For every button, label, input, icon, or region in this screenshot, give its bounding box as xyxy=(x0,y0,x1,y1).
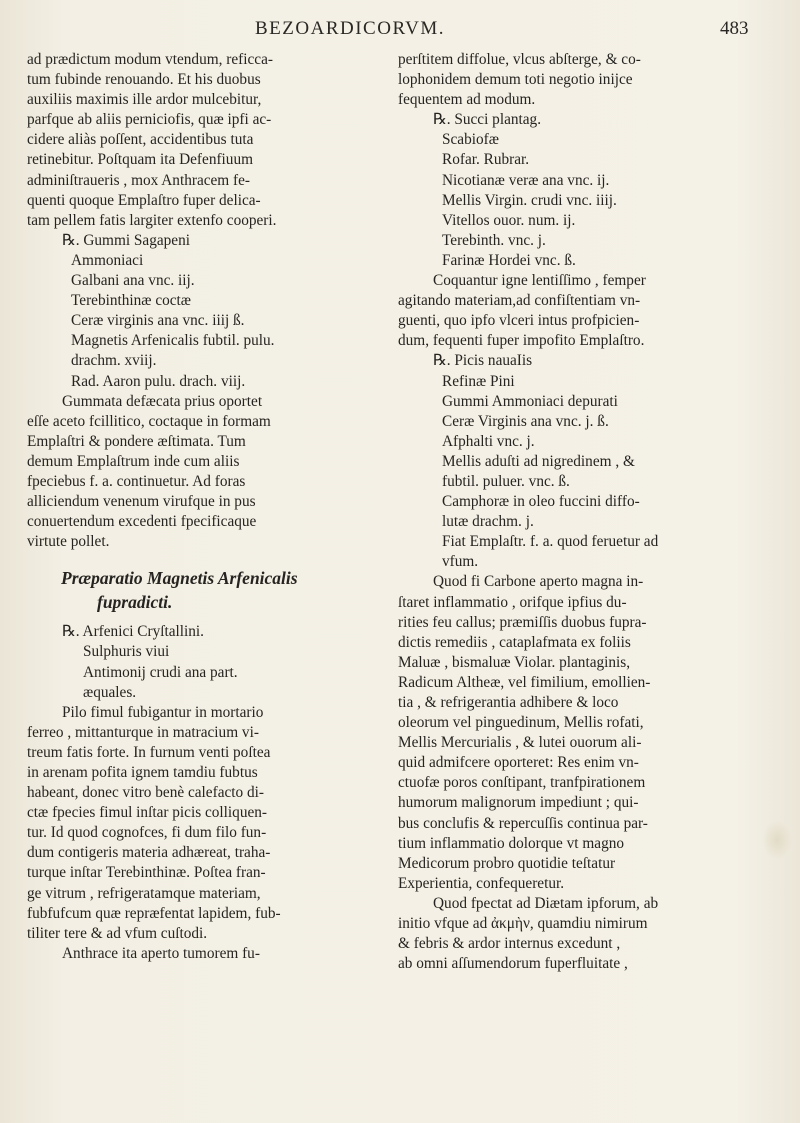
recipe-line: ℞. Arfenici Cryſtallini. xyxy=(62,623,205,641)
recipe-line: drachm. xviij. xyxy=(71,352,157,370)
paragraph xyxy=(398,50,756,110)
recipe-line: Ceræ virginis ana vnc. iiij ß. xyxy=(71,312,245,330)
recipe-line: Vitellos ouor. num. ij. xyxy=(442,211,576,229)
text-line: fubfufcum quæ repræfentat lapidem, fub- xyxy=(27,904,281,922)
recipe-line: Ammoniaci xyxy=(71,251,144,269)
text-line: Maluæ , bismaluæ Violar. plantaginis, xyxy=(398,653,631,671)
recipe-line: Ceræ Virginis ana vnc. j. ß. xyxy=(442,412,609,430)
recipe-line: Antimonij crudi ana part. xyxy=(83,663,238,681)
text-line: Coquantur igne lentiſſimo , femper xyxy=(433,272,646,290)
text-line: conuertendum excedenti fpecificaque xyxy=(27,513,257,531)
text-line: eſſe aceto fcillitico, coctaque in formam xyxy=(27,412,271,430)
text-line: tiliter tere & ad vfum cuſtodi. xyxy=(27,924,208,942)
recipe-line: Mellis Virgin. crudi vnc. iiij. xyxy=(442,191,617,209)
text-line: cidere aliàs poſſent, accidentibus tuta xyxy=(27,131,254,149)
text-line: tum fubinde renouando. Et his duobus xyxy=(27,71,261,89)
text-line: tur. Id quod cognofces, fi dum filo fun- xyxy=(27,824,267,842)
text-line: rities feu callus; præmiſſis duobus fupra- xyxy=(398,613,647,631)
text-line: tia , & refrigerantia adhibere & loco xyxy=(398,694,619,711)
paragraph xyxy=(398,271,756,351)
recipe-line: Rofar. Rubrar. xyxy=(442,151,530,169)
recipe-list xyxy=(27,622,355,702)
text-line: retinebitur. Poſtquam ita Defenfiuum xyxy=(27,151,254,169)
text-line: parfque ab aliis perniciofis, quæ ipfi ac- xyxy=(27,111,272,129)
left-column xyxy=(27,50,355,964)
recipe-line: Fiat Emplaſtr. f. a. quod feruetur ad xyxy=(442,533,659,551)
section-heading: Præparatio Magnetis Arfenicalis xyxy=(61,568,298,589)
text-line: Gummata defæcata prius oportet xyxy=(62,392,263,410)
paragraph xyxy=(398,572,756,974)
recipe-line: Galbani ana vnc. iij. xyxy=(71,272,195,290)
text-line: lophonidem demum toti negotio inijce xyxy=(398,71,633,89)
text-line: Mellis Mercurialis , & lutei ouorum ali- xyxy=(398,734,642,752)
text-line: dum, fequenti fuper impofito Emplaſtro. xyxy=(398,332,645,350)
text-line: oleorum vel pinguedinum, Mellis rofati, xyxy=(398,714,644,732)
recipe-list xyxy=(398,351,756,572)
text-line: agitando materiam,ad confiſtentiam vn- xyxy=(398,292,641,310)
paragraph xyxy=(27,392,355,553)
text-line: Emplaſtri & pondere æſtimata. Tum xyxy=(27,432,246,450)
text-line: fpeciebus f. a. continuetur. Ad foras xyxy=(27,472,246,490)
text-line: ctæ fpecies fimul inſtar picis colliquen- xyxy=(27,804,268,822)
text-line: fequentem ad modum. xyxy=(398,91,536,109)
recipe-line: ℞. Gummi Sagapeni xyxy=(62,231,190,249)
text-line: & febris & ardor internus excedunt , xyxy=(398,935,621,953)
text-line: ge vitrum , refrigeratamque materiam, xyxy=(27,884,261,902)
text-line: Quod fpectat ad Diætam ipforum, ab xyxy=(433,894,659,912)
paragraph xyxy=(27,703,355,964)
recipe-line: Camphoræ in oleo fuccini diffo- xyxy=(442,493,640,511)
running-head: BEZOARDICORVM. xyxy=(255,18,445,39)
text-line: dictis remediis , cataplafmata ex foliis xyxy=(398,633,631,651)
text-line: quid admifcere oporteret: Res enim vn- xyxy=(398,754,639,772)
recipe-line: Rad. Aaron pulu. drach. viij. xyxy=(71,372,246,390)
text-line: quenti quoque Emplaſtro fuper delica- xyxy=(27,191,261,209)
text-line: ctuofæ poros conſtipant, tranfpirationem xyxy=(398,774,646,792)
recipe-line: Farinæ Hordei vnc. ß. xyxy=(442,251,576,269)
text-line: auxiliis maximis ille ardor mulcebitur, xyxy=(27,91,262,109)
text-line: tam pellem fatis largiter extenfo cooperi. xyxy=(27,211,277,229)
text-line: virtute pollet. xyxy=(27,533,110,551)
text-line: initio vfque ad ἀκμὴν, quamdiu nimirum xyxy=(398,915,648,933)
text-line: ferreo , mittanturque in matracium vi- xyxy=(27,723,259,741)
text-line: alliciendum venenum virufque in pus xyxy=(27,493,256,511)
text-line: ſtaret inflammatio , orifque ipfius du- xyxy=(398,593,627,611)
section-heading-cont: fupradicti. xyxy=(97,592,173,613)
page-number: 483 xyxy=(720,18,749,39)
recipe-line: Gummi Ammoniaci depurati xyxy=(442,392,618,410)
text-line: guenti, quo ipfo vlceri intus profpicien- xyxy=(398,312,640,330)
text-line: demum Emplaſtrum inde cum aliis xyxy=(27,452,240,470)
recipe-line: Nicotianæ veræ ana vnc. ij. xyxy=(442,171,610,189)
recipe-line: lutæ drachm. j. xyxy=(442,513,534,531)
text-line: ad prædictum modum vtendum, reficca- xyxy=(27,51,273,68)
recipe-line: æquales. xyxy=(83,683,137,701)
text-line: Quod fi Carbone aperto magna in- xyxy=(433,573,644,591)
recipe-line: ℞. Picis nauaIis xyxy=(433,352,533,370)
text-line: ab omni aſſumendorum fuperfluitate , xyxy=(398,955,628,973)
paper-stain xyxy=(762,820,792,860)
recipe-list xyxy=(27,231,355,392)
text-line: Medicorum probro quotidie teſtatur xyxy=(398,854,616,872)
recipe-line: Mellis aduſti ad nigredinem , & xyxy=(442,452,635,470)
text-line: adminiſtraueris , mox Anthracem fe- xyxy=(27,171,251,189)
text-line: in arenam pofita ignem tamdiu fubtus xyxy=(27,764,258,781)
recipe-line: Scabiofæ xyxy=(442,131,499,149)
recipe-line: Refinæ Pini xyxy=(442,372,515,390)
text-line: humorum malignorum impediunt ; qui- xyxy=(398,794,639,812)
text-line: habeant, donec vitro benè calefacto di- xyxy=(27,784,264,802)
recipe-line: vfum. xyxy=(442,553,479,571)
right-column xyxy=(398,50,756,974)
text-line: treum fatis forte. In furnum venti poſtea xyxy=(27,743,271,761)
text-line: turque inſtar Terebinthinæ. Poſtea fran- xyxy=(27,864,266,882)
recipe-line: ℞. Succi plantag. xyxy=(433,111,542,129)
text-line: bus conclufis & repercuſſis continua par- xyxy=(398,814,648,832)
text-line: Radicum Altheæ, vel fimilium, emollien- xyxy=(398,673,651,691)
recipe-line: Magnetis Arfenicalis fubtil. pulu. xyxy=(71,332,275,350)
text-line: perſtitem diffolue, vlcus abſterge, & co- xyxy=(398,51,641,68)
paragraph-intro xyxy=(27,50,355,231)
recipe-line: Sulphuris viui xyxy=(83,643,170,661)
text-line: tium inflammatio dolorque vt magno xyxy=(398,834,625,852)
recipe-line: Terebinthinæ coctæ xyxy=(71,292,191,310)
recipe-list xyxy=(398,110,756,271)
recipe-line: Terebinth. vnc. j. xyxy=(442,231,546,249)
text-line: Experientia, confequeretur. xyxy=(398,874,565,892)
text-line: Pilo fimul fubigantur in mortario xyxy=(62,703,264,721)
recipe-line: fubtil. puluer. vnc. ß. xyxy=(442,472,570,490)
text-line: dum contigeris materia adhæreat, traha- xyxy=(27,844,271,862)
text-line: Anthrace ita aperto tumorem fu- xyxy=(62,944,260,962)
recipe-line: Afphalti vnc. j. xyxy=(442,432,535,450)
